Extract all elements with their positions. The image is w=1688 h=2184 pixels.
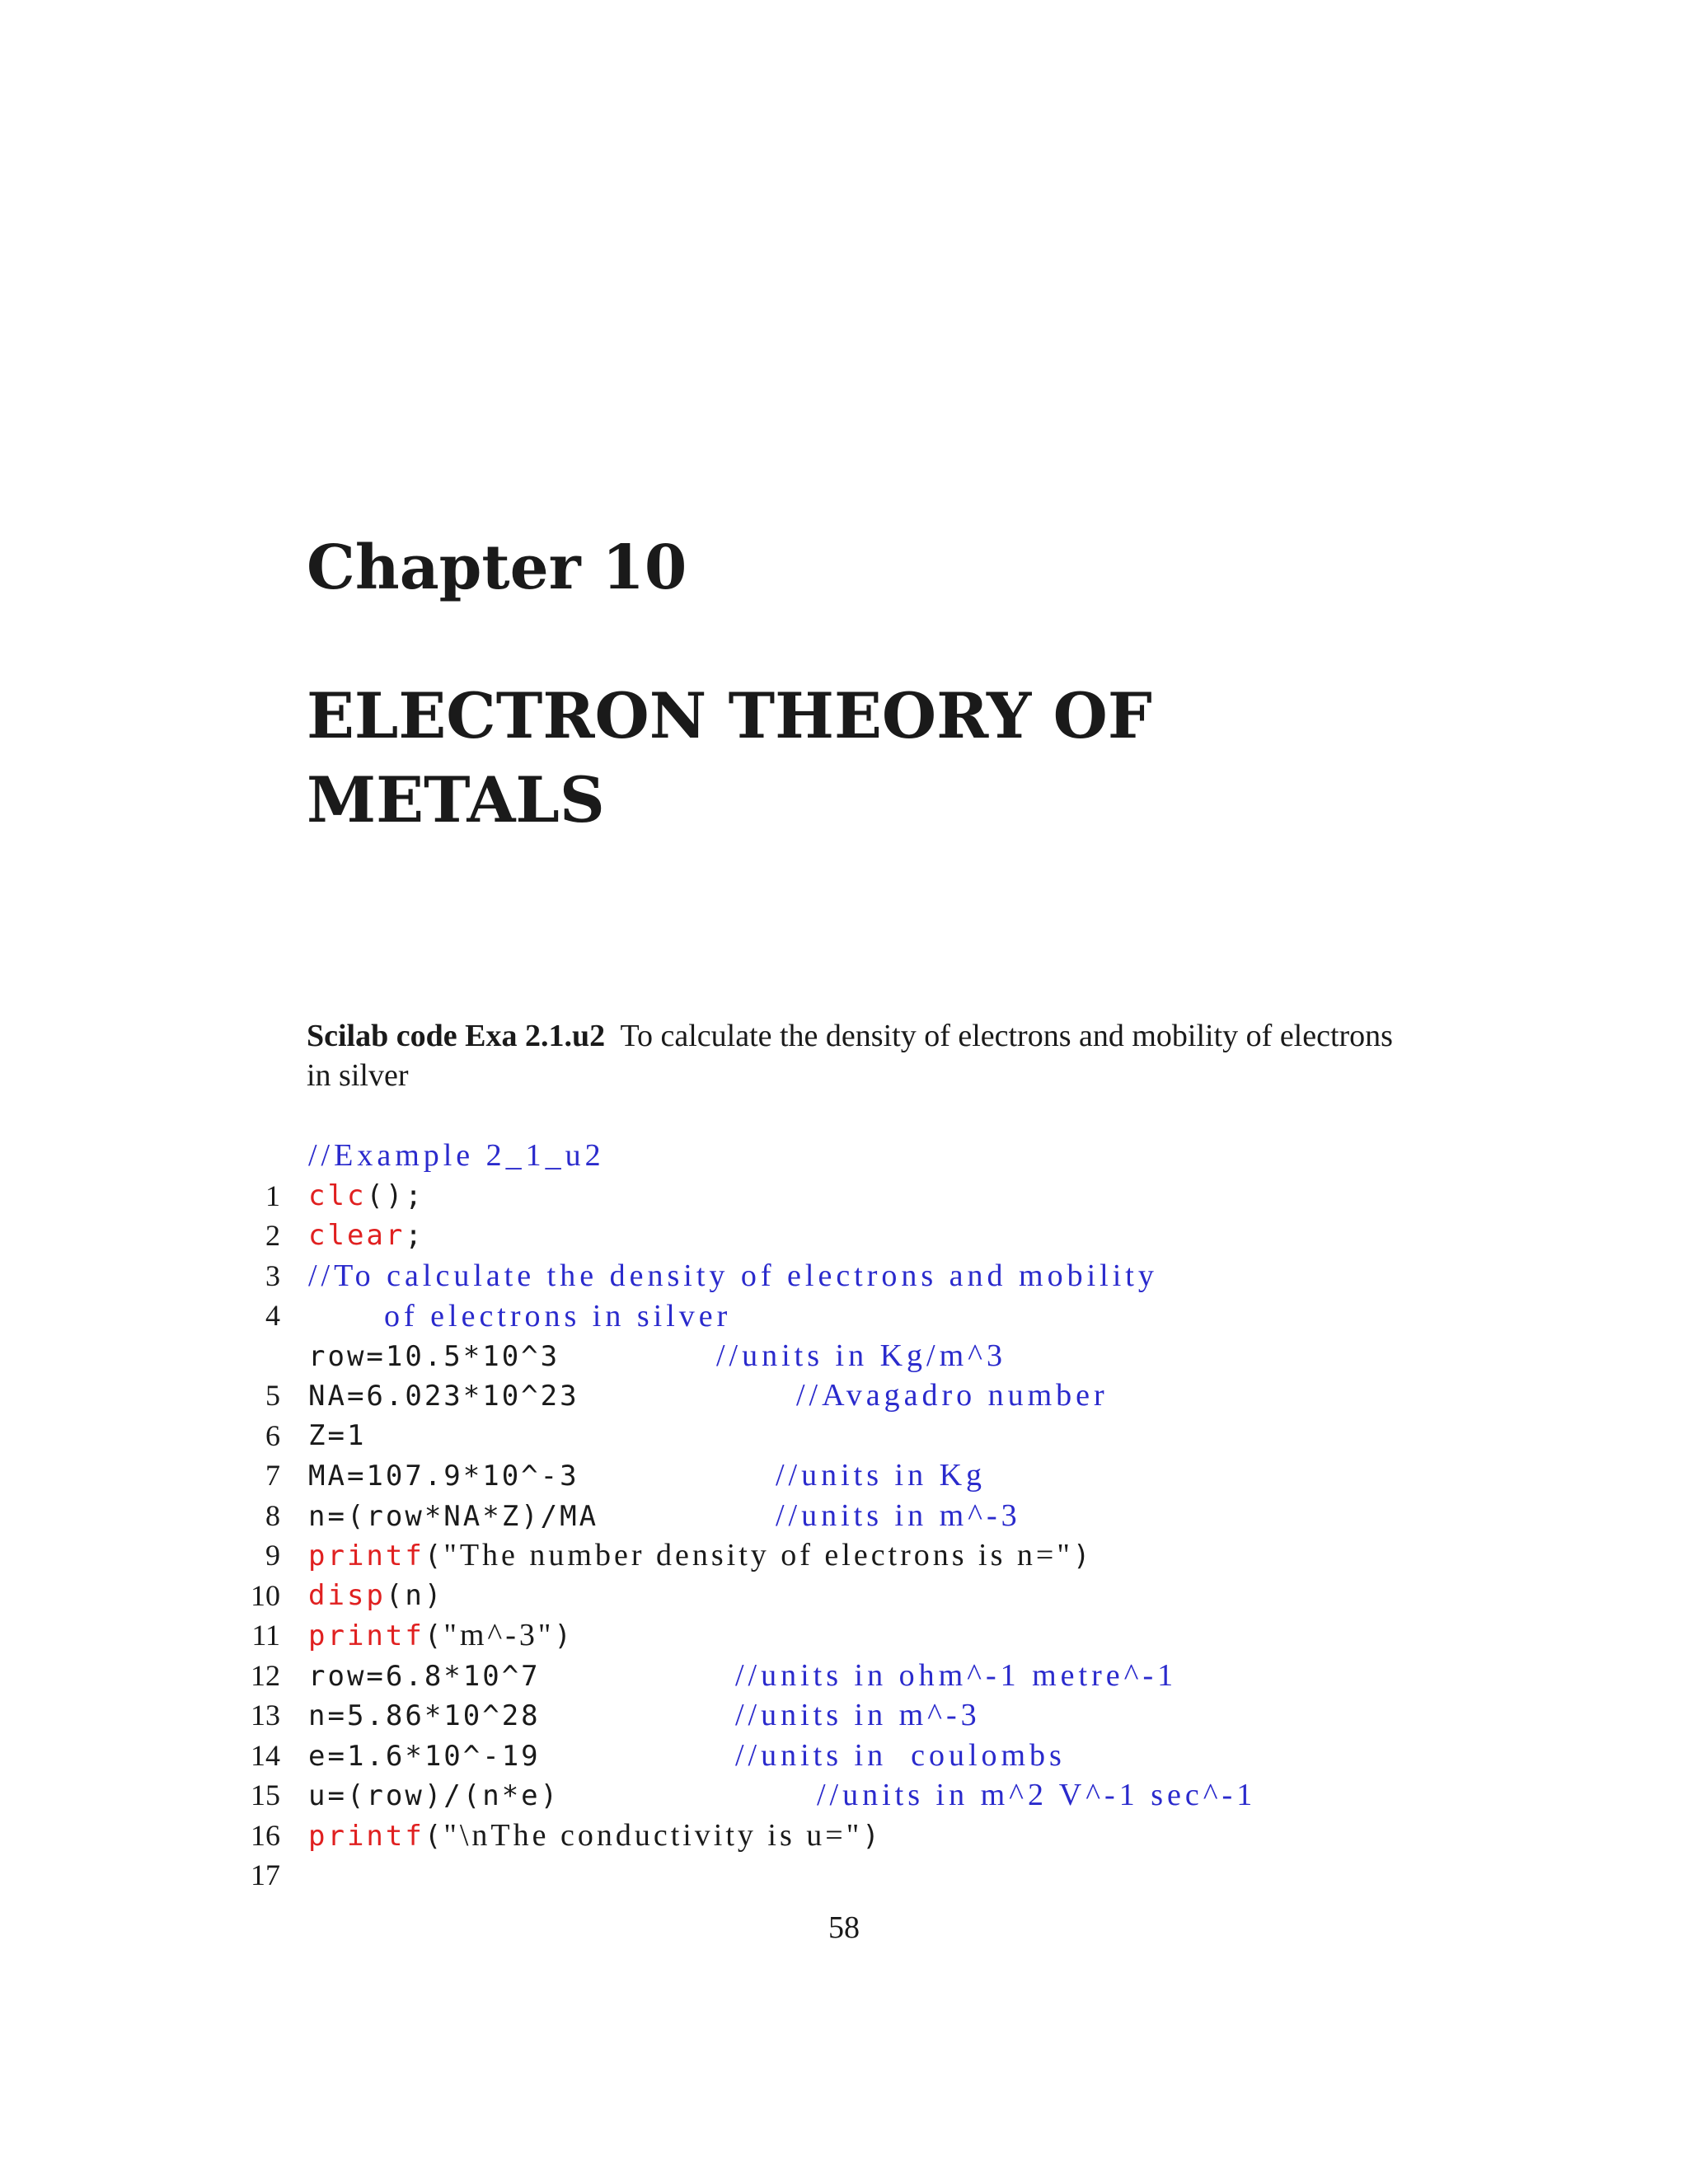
code-line bbox=[0, 1816, 1688, 1891]
code-keyword: clc bbox=[308, 1179, 367, 1212]
code-text: ( bbox=[424, 1619, 444, 1652]
line-number: 3 bbox=[265, 1258, 280, 1292]
code-comment: //units in m^2 V^-1 sec^-1 bbox=[817, 1778, 1257, 1812]
code-text: ) bbox=[554, 1619, 574, 1652]
chapter-label: Chapter 10 bbox=[307, 532, 687, 603]
code-comment: //units in coulombs bbox=[735, 1737, 1066, 1773]
code-keyword: clear bbox=[308, 1219, 406, 1252]
code-text: NA=6.023*10^23 bbox=[308, 1380, 579, 1413]
code-listing bbox=[0, 1136, 1688, 1891]
code-keyword: printf bbox=[308, 1619, 424, 1652]
line-number: 5 bbox=[265, 1379, 280, 1412]
code-comment-continuation: of electrons in silver bbox=[384, 1299, 732, 1333]
line-number: 4 bbox=[265, 1299, 280, 1332]
code-comment: //units in Kg/m^3 bbox=[716, 1338, 1006, 1373]
code-text: ; bbox=[405, 1219, 424, 1252]
line-number: 9 bbox=[265, 1539, 280, 1572]
chapter-title: ELECTRON THEORY OF METALS bbox=[307, 679, 1152, 837]
code-text: row=6.8*10^7 bbox=[308, 1659, 541, 1693]
line-number: 12 bbox=[251, 1658, 280, 1692]
line-number: 13 bbox=[251, 1699, 280, 1732]
line-number: 17 bbox=[251, 1858, 280, 1891]
code-comment: //Example 2_1_u2 bbox=[308, 1138, 605, 1173]
code-keyword: printf bbox=[308, 1819, 424, 1853]
code-string: "m^-3" bbox=[443, 1618, 555, 1652]
line-number: 8 bbox=[265, 1498, 280, 1532]
code-text: ) bbox=[1072, 1540, 1093, 1572]
code-text: MA=107.9*10^-3 bbox=[308, 1460, 579, 1493]
code-comment: //Avagadro number bbox=[796, 1378, 1109, 1413]
line-number: 10 bbox=[251, 1578, 280, 1612]
line-number: 7 bbox=[265, 1459, 280, 1492]
line-number: 11 bbox=[251, 1619, 280, 1652]
code-text: (n) bbox=[385, 1578, 444, 1612]
code-line bbox=[0, 1256, 1688, 1336]
code-text: e=1.6*10^-19 bbox=[308, 1739, 541, 1773]
code-comment: //To calculate the density of electrons and mobility bbox=[308, 1258, 1158, 1293]
code-keyword: disp bbox=[308, 1578, 386, 1612]
code-text: ( bbox=[424, 1819, 444, 1853]
line-number: 15 bbox=[251, 1779, 280, 1811]
code-string: "\nThe conductivity is u=" bbox=[443, 1817, 863, 1853]
code-text: n=5.86*10^28 bbox=[308, 1699, 541, 1732]
code-text: ) bbox=[862, 1819, 882, 1853]
line-number: 14 bbox=[251, 1738, 280, 1772]
code-comment: //units in ohm^-1 metre^-1 bbox=[735, 1657, 1178, 1693]
code-text: u=(row)/(n*e) bbox=[308, 1779, 560, 1812]
code-comment: //units in m^-3 bbox=[776, 1497, 1021, 1533]
caption-heading: Scilab code Exa 2.1.u2 bbox=[307, 1019, 606, 1053]
code-text: (); bbox=[366, 1179, 424, 1212]
code-text: ( bbox=[424, 1540, 444, 1572]
code-text: Z=1 bbox=[308, 1418, 367, 1452]
caption-text: To calculate the density of electrons and mobility of electrons in silver bbox=[307, 1019, 1393, 1093]
code-comment: //units in m^-3 bbox=[735, 1698, 981, 1732]
code-string: "The number density of electrons is n=" bbox=[443, 1538, 1073, 1572]
code-text: row=10.5*10^3 bbox=[308, 1339, 560, 1373]
code-keyword: printf bbox=[308, 1540, 424, 1572]
line-number: 1 bbox=[265, 1179, 280, 1212]
code-comment: //units in Kg bbox=[776, 1458, 987, 1493]
code-caption bbox=[307, 1016, 1395, 1095]
code-text: n=(row*NA*Z)/MA bbox=[308, 1499, 599, 1533]
line-number: 16 bbox=[251, 1818, 280, 1852]
line-number: 2 bbox=[265, 1219, 280, 1252]
page-number: 58 bbox=[828, 1910, 860, 1945]
line-number: 6 bbox=[265, 1418, 280, 1452]
